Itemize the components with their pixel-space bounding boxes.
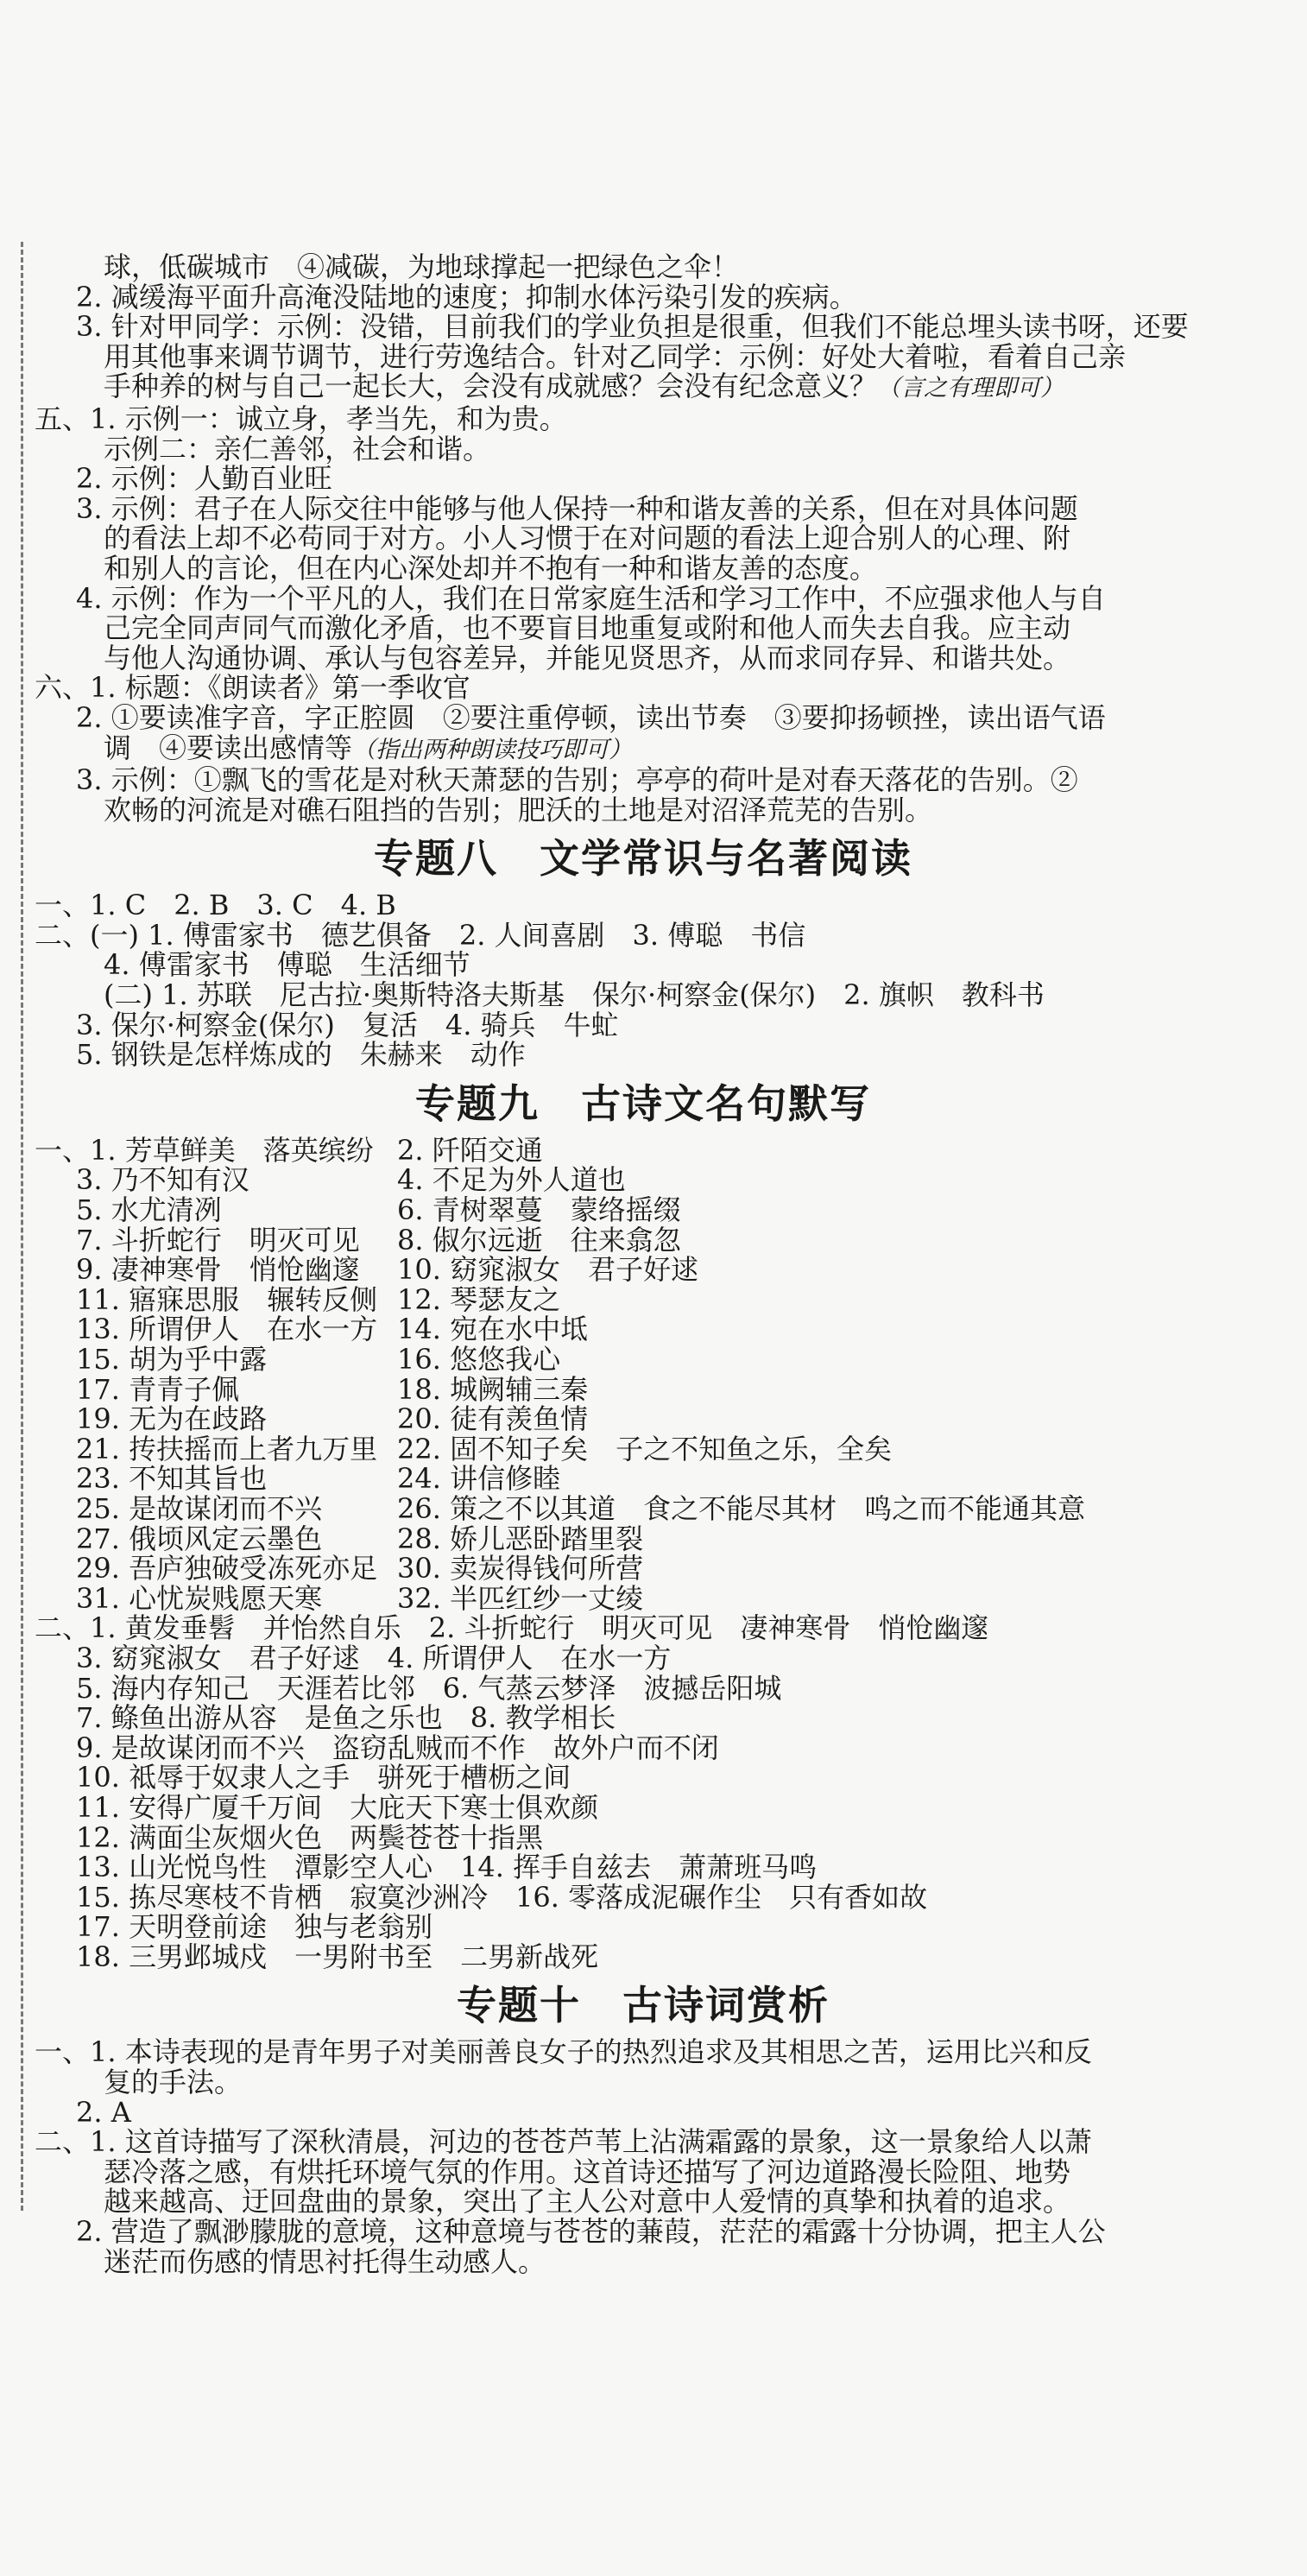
grid-right-cell: 12. 琴瑟友之	[397, 1284, 561, 1315]
text-line: 复的手法。	[104, 2067, 243, 2098]
text-line-body: 调 ④要读出感情等	[104, 732, 353, 764]
text-line: 2. 营造了飘渺朦胧的意境，这种意境与苍苍的蒹葭，茫茫的霜露十分协调，把主人公	[76, 2217, 1106, 2247]
text-line	[35, 733, 1252, 766]
text-line: 3. 示例：①飘飞的雪花是对秋天萧瑟的告别；亭亭的荷叶是对春天落花的告别。②	[76, 765, 1078, 795]
grid-right-cell: 2. 阡陌交通	[397, 1135, 543, 1166]
text-line: 二、1. 黄发垂髫 并怡然自乐 2. 斗折蛇行 明灭可见 凄神寒骨 悄怆幽邃	[35, 1613, 989, 1643]
text-line: 2. 示例：人勤百业旺	[76, 464, 332, 494]
topic-eight-heading: 专题八 文学常识与名著阅读	[374, 835, 912, 883]
text-line: 2. 减缓海平面升高淹没陆地的速度；抑制水体污染引发的疾病。	[76, 282, 857, 313]
text-line: 球，低碳城市 ④减碳，为地球撑起一把绿色之伞！	[104, 252, 740, 282]
text-line: 2. A	[76, 2097, 131, 2128]
text-line: 与他人沟通协调、承认与包容差异，并能见贤思齐，从而求同存异、和谐共处。	[104, 642, 1071, 674]
text-line: 11. 安得广厦千万间 大庇天下寒士俱欢颜	[76, 1792, 599, 1823]
grid-left-cell: 15. 胡为乎中露	[76, 1345, 268, 1375]
text-line: 3. 示例：君子在人际交往中能够与他人保持一种和谐友善的关系，但在对具体问题	[76, 493, 1078, 524]
text-line: 2. ①要读准字音，字正腔圆 ②要注重停顿，读出节奏 ③要抑扬顿挫，读出语气语	[76, 702, 1106, 733]
grid-left-cell: 21. 抟扶摇而上者九万里	[76, 1434, 378, 1465]
grid-right-cell: 28. 娇儿恶卧踏里裂	[397, 1523, 644, 1554]
text-line: 迷茫而伤感的情思衬托得生动感人。	[104, 2246, 546, 2277]
grid-left-cell: 9. 凄神寒骨 悄怆幽邃	[76, 1255, 360, 1285]
grid-right-cell: 26. 策之不以其道 食之不能尽其材 鸣之而不能通其意	[397, 1493, 1086, 1524]
grid-right-cell: 32. 半匹红纱一丈绫	[397, 1583, 644, 1614]
text-line: 欢畅的河流是对礁石阻挡的告别；肥沃的土地是对沼泽荒芜的告别。	[104, 794, 933, 826]
text-line: 二、(一) 1. 傅雷家书 德艺俱备 2. 人间喜剧 3. 傅聪 书信	[35, 920, 806, 951]
text-line: 17. 天明登前途 独与老翁别	[76, 1912, 433, 1942]
text-line: 18. 三男邺城戍 一男附书至 二男新战死	[76, 1941, 599, 1972]
grid-right-cell: 22. 固不知子矣 子之不知鱼之乐，全矣	[397, 1434, 893, 1465]
section-five-line: 五、1. 示例一：诚立身，孝当先，和为贵。	[35, 403, 567, 434]
grid-right-cell: 14. 宛在水中坻	[397, 1314, 589, 1345]
text-line: 15. 拣尽寒枝不肯栖 寂寞沙洲冷 16. 零落成泥碾作尘 只有香如故	[76, 1882, 928, 1913]
grid-left-cell: 23. 不知其旨也	[76, 1464, 268, 1494]
text-line: 9. 是故谋闭而不兴 盗窃乱贼而不作 故外户而不闭	[76, 1732, 719, 1763]
grid-left-cell: 3. 乃不知有汉	[76, 1165, 249, 1196]
text-line: 3. 针对甲同学：示例：没错，目前我们的学业负担是很重，但我们不能总埋头读书呀，还要	[76, 312, 1189, 342]
binding-margin-line	[21, 242, 23, 2211]
text-line: 二、1. 这首诗描写了深秋清晨，河边的苍苍芦苇上沾满霜露的景象，这一景象给人以萧	[35, 2127, 1092, 2157]
topic-ten-heading: 专题十 古诗词赏析	[457, 1982, 830, 2029]
text-line: 一、1. 本诗表现的是青年男子对美丽善良女子的热烈追求及其相思之苦，运用比兴和反	[35, 2037, 1092, 2068]
grid-left-cell: 13. 所谓伊人 在水一方	[76, 1314, 378, 1345]
grid-left-cell: 17. 青青子佩	[76, 1374, 240, 1405]
text-line: 4. 傅雷家书 傅聪 生活细节	[104, 950, 470, 981]
grid-left-cell: 19. 无为在歧路	[76, 1404, 268, 1434]
text-line	[35, 371, 1252, 404]
text-line: 一、1. C 2. B 3. C 4. B	[35, 890, 396, 921]
text-line: 瑟冷落之感，有烘托环境气氛的作用。这首诗还描写了河边道路漫长险阻、地势	[104, 2156, 1071, 2187]
text-line: 和别人的言论，但在内心深处却并不抱有一种和谐友善的态度。	[104, 553, 878, 584]
text-line: 5. 海内存知己 天涯若比邻 6. 气蒸云梦泽 波撼岳阳城	[76, 1673, 782, 1704]
grid-left-cell: 31. 心忧炭贱愿天寒	[76, 1583, 323, 1614]
text-line: 用其他事来调节调节，进行劳逸结合。针对乙同学：示例：好处大着啦，看着自己亲	[104, 341, 1127, 372]
recitation-answer-grid	[35, 1136, 1252, 1614]
answer-content	[35, 252, 1252, 2276]
grid-right-cell: 20. 徒有羡鱼情	[397, 1404, 589, 1434]
text-line: 3. 保尔·柯察金(保尔) 复活 4. 骑兵 牛虻	[76, 1010, 619, 1041]
grid-left-cell: 5. 水尤清冽	[76, 1195, 222, 1225]
grid-right-cell: 24. 讲信修睦	[397, 1464, 561, 1494]
grid-right-cell: 8. 俶尔远逝 往来翕忽	[397, 1225, 681, 1256]
hint-note: （指出两种朗读技巧即可）	[352, 736, 633, 763]
grid-left-cell: 11. 寤寐思服 辗转反侧	[76, 1284, 378, 1315]
grid-left-cell: 27. 俄顷风定云墨色	[76, 1523, 323, 1554]
section-six-line: 六、1. 标题：《朗读者》第一季收官	[35, 673, 470, 703]
text-line: 12. 满面尘灰烟火色 两鬓苍苍十指黑	[76, 1822, 544, 1853]
text-line: 的看法上却不必苟同于对方。小人习惯于在对问题的看法上迎合别人的心理、附	[104, 523, 1071, 554]
grid-left-cell: 29. 吾庐独破受冻死亦足	[76, 1554, 378, 1584]
grid-left-cell: 25. 是故谋闭而不兴	[76, 1493, 323, 1524]
grid-right-cell: 18. 城阙辅三秦	[397, 1374, 589, 1405]
grid-left-cell: 7. 斗折蛇行 明灭可见	[76, 1225, 360, 1256]
text-line: 4. 示例：作为一个平凡的人，我们在日常家庭生活和学习工作中，不应强求他人与自	[76, 583, 1106, 614]
hint-note: （言之有理即可）	[877, 375, 1064, 402]
text-line: 7. 鲦鱼出游从容 是鱼之乐也 8. 教学相长	[76, 1703, 616, 1733]
text-line: 示例二：亲仁善邻，社会和谐。	[104, 434, 491, 465]
topic-nine-heading: 专题九 古诗文名句默写	[415, 1079, 871, 1127]
grid-right-cell: 4. 不足为外人道也	[397, 1165, 626, 1196]
text-line: 13. 山光悦鸟性 潭影空人心 14. 挥手自兹去 萧萧班马鸣	[76, 1852, 818, 1883]
text-line: 10. 祗辱于奴隶人之手 骈死于槽枥之间	[76, 1763, 571, 1793]
grid-right-cell: 10. 窈窕淑女 君子好逑	[397, 1255, 699, 1285]
text-line: 越来越高、迂回盘曲的景象，突出了主人公对意中人爱情的真挚和执着的追求。	[104, 2187, 1071, 2218]
grid-right-cell: 16. 悠悠我心	[397, 1345, 561, 1375]
text-line: (二) 1. 苏联 尼古拉·奥斯特洛夫斯基 保尔·柯察金(保尔) 2. 旗帜 教科书	[104, 980, 1045, 1010]
grid-right-cell: 6. 青树翠蔓 蒙络摇缀	[397, 1195, 681, 1225]
grid-left-cell: 一、1. 芳草鲜美 落英缤纷	[35, 1135, 374, 1166]
text-line: 5. 钢铁是怎样炼成的 朱赫来 动作	[76, 1040, 526, 1070]
text-line-body: 手种养的树与自己一起长大，会没有成就感？会没有纪念意义？	[104, 371, 878, 403]
grid-right-cell: 30. 卖炭得钱何所营	[397, 1554, 644, 1584]
text-line: 己完全同声同气而激化矛盾，也不要盲目地重复或附和他人而失去自我。应主动	[104, 613, 1071, 643]
text-line: 3. 窈窕淑女 君子好逑 4. 所谓伊人 在水一方	[76, 1642, 672, 1674]
